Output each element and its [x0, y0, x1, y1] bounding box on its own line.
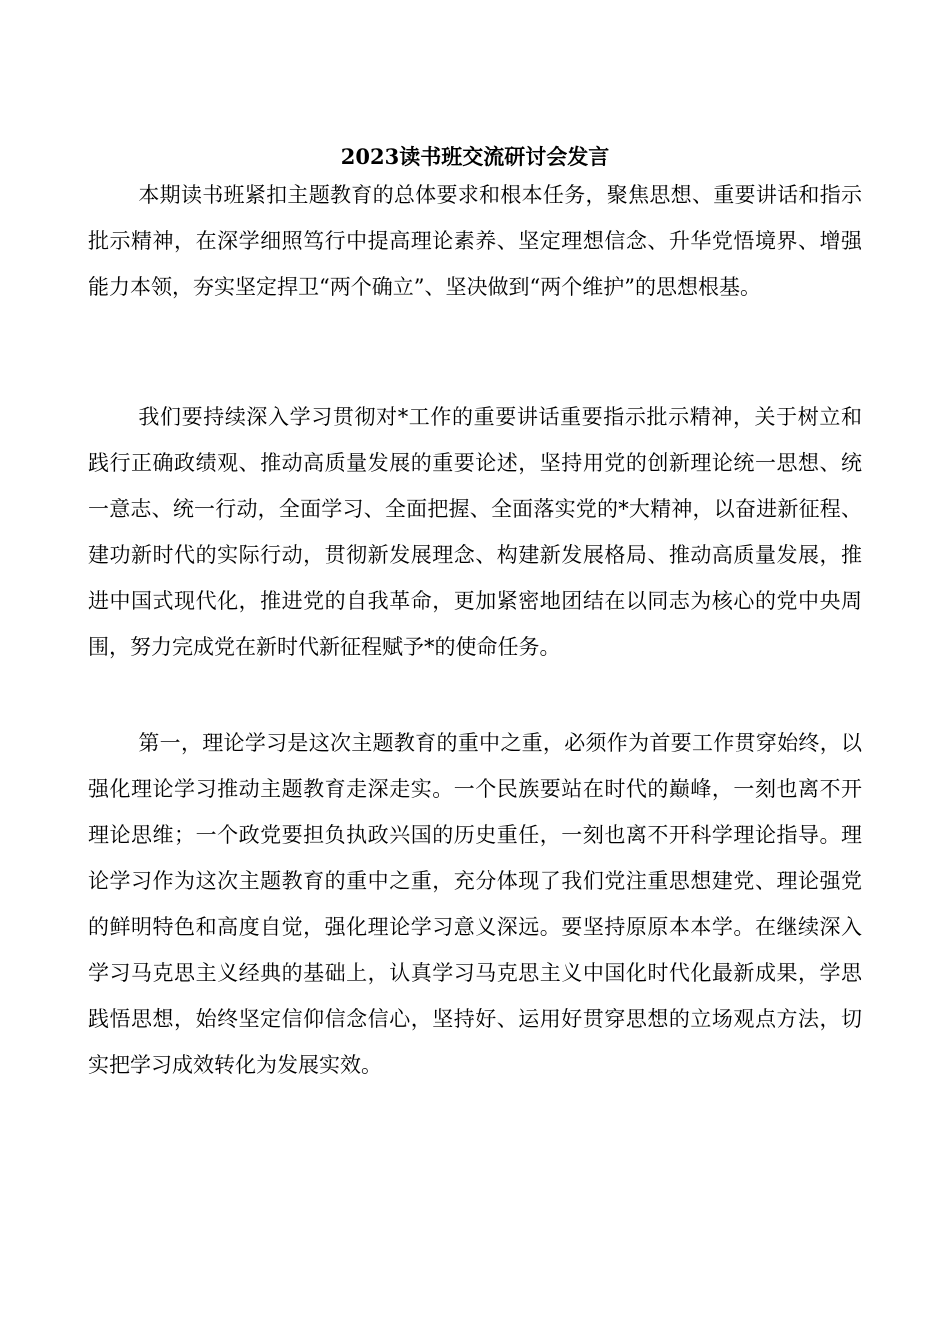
document-title: 2023读书班交流研讨会发言	[340, 144, 610, 169]
paragraph-2: 我们要持续深入学习贯彻对*工作的重要讲话重要指示批示精神，关于树立和践行正确政绩观、推动高质量发展的重要论述，坚持用党的创新理论统一思想、统一意志、统一行动，全面学习、全面把握、全面落实党的*大精神，以奋进新征程、建功新时代的实际行动，贯彻新发展理念、构建新发展格局、推动高质量发展，推进中国式现代化，推进党的自我革命，更加紧密地团结在以同志为核心的党中央周围，努力完成党在新时代新征程赋予*的使命任务。	[88, 405, 862, 659]
paragraph-3: 第一，理论学习是这次主题教育的重中之重，必须作为首要工作贯穿始终，以强化理论学习推动主题教育走深走实。一个民族要站在时代的巅峰，一刻也离不开理论思维；一个政党要担负执政兴国的历史重任，一刻也离不开科学理论指导。理论学习作为这次主题教育的重中之重，充分体现了我们党注重思想建党、理论强党的鲜明特色和高度自觉，强化理论学习意义深远。要坚持原原本本学。在继续深入学习马克思主义经典的基础上，认真学习马克思主义中国化时代化最新成果，学思践悟思想，始终坚定信仰信念信心，坚持好、运用好贯穿思想的立场观点方法，切实把学习成效转化为发展实效。	[88, 731, 862, 1077]
paragraph-1: 本期读书班紧扣主题教育的总体要求和根本任务，聚焦思想、重要讲话和指示批示精神，在深学细照笃行中提高理论素养、坚定理想信念、升华党悟境界、增强能力本领，夯实坚定捍卫“两个确立”、坚决做到“两个维护”的思想根基。	[88, 183, 862, 299]
